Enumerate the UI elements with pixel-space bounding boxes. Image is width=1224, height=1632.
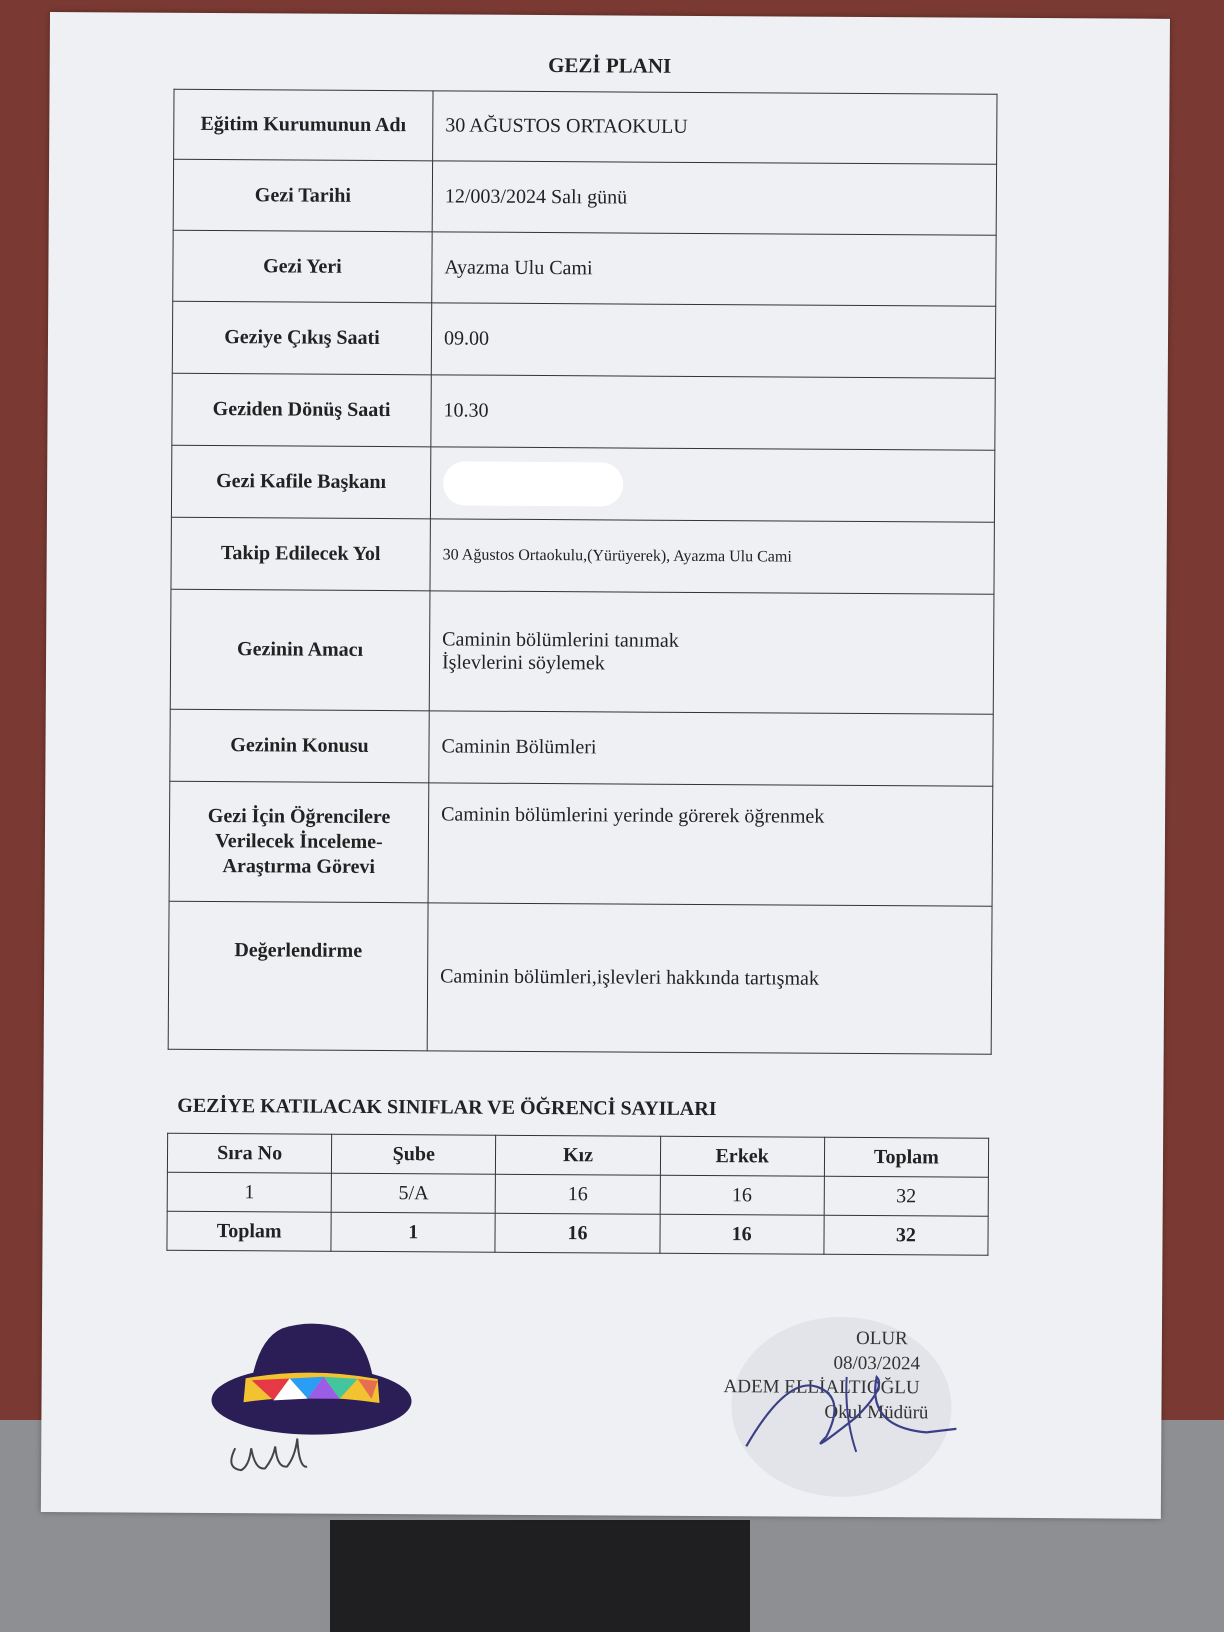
approval-role: Okul Müdürü [824,1401,929,1424]
row-label: Değerlendirme [168,901,428,1051]
table-cell: 32 [824,1176,988,1216]
classes-section-title: GEZİYE KATILACAK SINIFLAR VE ÖĞRENCİ SAYILARI [177,1094,717,1121]
total-cell: Toplam [167,1211,331,1251]
table-row [172,373,995,450]
row-value: 30 Ağustos Ortaokulu,(Yürüyerek), Ayazma Ulu Cami [430,519,994,594]
row-value: Caminin Bölümleri [429,711,993,786]
row-label: Gezinin Konusu [170,709,429,783]
header-cell: Erkek [660,1136,824,1176]
row-value: Caminin bölümleri,işlevleri hakkında tartışmak [427,903,992,1054]
total-cell: 16 [495,1213,659,1253]
value-line: İşlevlerini söylemek [441,650,605,674]
row-label: Gezi Tarihi [173,159,432,232]
row-label [169,781,429,903]
table-row [167,1172,988,1216]
header-cell: Kız [496,1135,660,1175]
header-cell: Toplam [824,1137,988,1177]
row-value [430,447,994,522]
label-line: Araştırma Görevi [222,855,376,879]
table-row [174,89,997,164]
row-label: Geziden Dönüş Saati [172,373,431,447]
label-line: Gezi İçin Öğrencilere [207,804,391,829]
redaction-blob [443,461,623,506]
total-cell: 16 [659,1214,823,1254]
table-cell: 16 [660,1175,824,1215]
table-row [168,901,992,1054]
row-label: Eğitim Kurumunun Adı [174,89,433,161]
label-line: Verilecek İnceleme- [215,830,383,854]
table-row [173,159,996,235]
document-title: GEZİ PLANI [548,53,672,78]
row-value: Ayazma Ulu Cami [432,232,996,306]
row-value: Caminin bölümlerini yerinde görerek öğrenmek [428,783,993,906]
table-row [171,445,994,522]
row-label: Takip Edilecek Yol [171,517,430,591]
table-cell: 16 [496,1174,660,1214]
table-row [172,301,995,378]
value-line: Caminin bölümlerini tanımak [442,627,679,652]
table-row [173,230,996,306]
table-row [171,517,994,594]
document-page [41,12,1170,1519]
row-label: Geziye Çıkış Saati [172,301,431,375]
total-cell: 32 [824,1215,988,1255]
dark-object-background [330,1520,750,1632]
table-cell: 5/A [331,1173,495,1213]
table-row [170,709,993,786]
row-value: 10.30 [431,375,995,450]
total-cell: 1 [331,1212,495,1252]
total-row [167,1211,988,1255]
header-cell: Sıra No [167,1133,331,1173]
row-label: Gezinin Amacı [170,589,430,711]
principal-signature-icon [726,1356,957,1467]
signature-icon [221,1408,381,1479]
classes-table [166,1133,989,1256]
row-value [429,591,994,714]
approval-name: ADEM ELLİALTIOĞLU [723,1376,920,1399]
row-value: 12/003/2024 Salı günü [432,161,996,235]
approval-olur: OLUR [855,1327,908,1350]
trip-plan-table [168,89,998,1055]
row-value: 30 AĞUSTOS ORTAOKULU [433,91,997,164]
row-label: Gezi Kafile Başkanı [171,445,430,519]
row-label: Gezi Yeri [173,230,432,303]
table-row [170,589,994,714]
approval-date: 08/03/2024 [833,1352,921,1375]
row-value: 09.00 [431,303,995,378]
header-cell: Şube [332,1134,496,1174]
table-header-row [167,1133,988,1177]
table-row [169,781,993,906]
table-cell: 1 [167,1172,331,1212]
